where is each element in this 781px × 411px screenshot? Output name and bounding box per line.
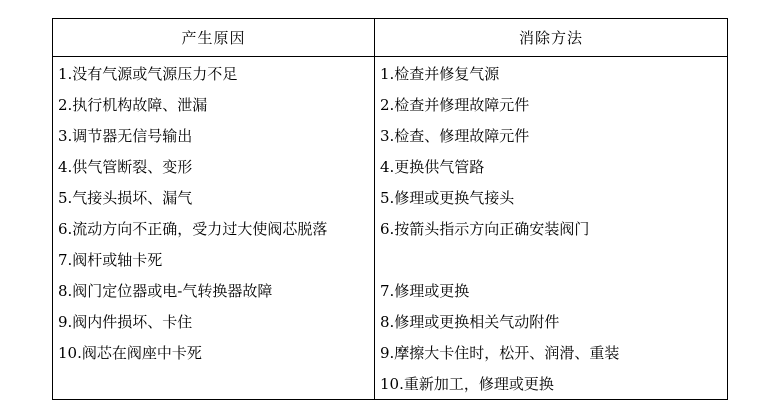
method-item: 10.重新加工，修理或更换 [380,375,554,393]
cause-item: 6.流动方向不正确，受力过大使阀芯脱落 [58,220,328,238]
method-item: 7.修理或更换 [380,282,470,300]
method-item: 6.按箭头指示方向正确安装阀门 [380,220,590,238]
cause-item: 3.调节器无信号输出 [58,127,193,145]
method-item: 2.检查并修理故障元件 [380,96,530,114]
fault-table [52,18,728,400]
method-item: 1.检查并修复气源 [380,65,500,83]
header-methods: 消除方法 [518,29,583,47]
method-item: 4.更换供气管路 [380,158,485,176]
cause-item: 8.阀门定位器或电-气转换器故障 [58,282,273,300]
cause-item: 2.执行机构故障、泄漏 [58,96,208,114]
method-item-spacer [375,245,727,276]
methods-cell [375,57,727,400]
table-header-row [53,19,727,57]
cause-item: 10.阀芯在阀座中卡死 [58,344,202,362]
causes-cell [53,57,375,400]
cause-item: 4.供气管断裂、变形 [58,158,193,176]
cause-item: 5.气接头损坏、漏气 [58,189,193,207]
header-causes: 产生原因 [53,19,375,56]
cause-item: 9.阀内件损坏、卡住 [58,313,193,331]
method-item: 8.修理或更换相关气动附件 [380,313,560,331]
cause-item: 1.没有气源或气源压力不足 [58,65,238,83]
table-body-row [53,57,727,400]
cause-item: 7.阀杆或轴卡死 [58,251,163,269]
method-item: 5.修理或更换气接头 [380,189,515,207]
method-item: 9.摩擦大卡住时，松开、润滑、重装 [380,344,620,362]
method-item: 3.检查、修理故障元件 [380,127,530,145]
